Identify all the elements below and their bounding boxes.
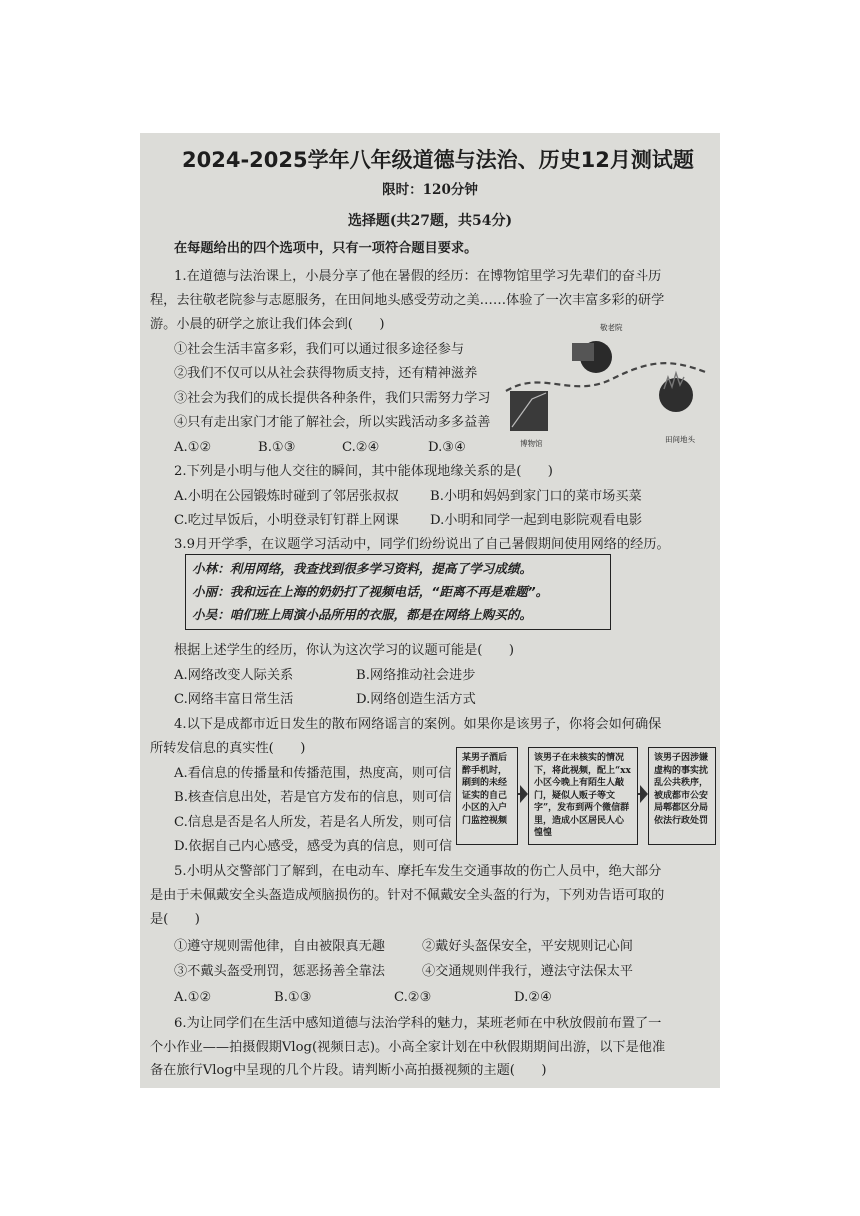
q3-stem: 3.9月开学季，在议题学习活动中，同学们纷纷说出了自己暑假期间使用网络的经历。 xyxy=(174,537,670,552)
q1-statement-4: ④只有走出家门才能了解社会，所以实践活动多多益善 xyxy=(174,415,491,430)
q1-label-museum: 博物馆 xyxy=(520,439,543,448)
q5-statement-2: ②戴好头盔保安全，平安规则记心间 xyxy=(422,939,633,954)
q1-stem-line-3: 游。小晨的研学之旅让我们体会到( ) xyxy=(150,317,385,332)
q2-option-b: B.小明和妈妈到家门口的菜市场买菜 xyxy=(430,489,642,504)
q1-statement-3: ③社会为我们的成长提供各种条件，我们只需努力学习 xyxy=(174,391,491,406)
q4-stem-line-1: 4.以下是成都市近日发生的散布网络谣言的案例。如果你是该男子，你将会如何确保 xyxy=(174,717,662,732)
time-limit: 限时：120分钟 xyxy=(382,182,478,198)
q1-option-b: B.①③ xyxy=(258,440,296,455)
q1-option-c: C.②④ xyxy=(342,440,380,455)
q3-option-c: C.网络丰富日常生活 xyxy=(174,692,294,707)
q1-statement-1: ①社会生活丰富多彩，我们可以通过很多途径参与 xyxy=(174,342,465,357)
q5-option-c: C.②③ xyxy=(394,990,432,1005)
q6-stem-line-3: 备在旅行Vlog中呈现的几个片段。请判断小高拍摄视频的主题( ) xyxy=(150,1063,547,1078)
q5-stem-line-2: 是由于未佩戴安全头盔造成颅脑损伤的。针对不佩戴安全头盔的行为，下列劝告语可取的 xyxy=(150,888,665,903)
q5-option-d: D.②④ xyxy=(514,990,552,1005)
q2-option-a: A.小明在公园锻炼时碰到了邻居张叔叔 xyxy=(174,489,399,504)
q4-flow-step-3: 该男子因涉嫌虚构的事实扰乱公共秩序，被成都市公安局郫都区分局依法行政处罚 xyxy=(648,747,716,845)
q2-option-d: D.小明和同学一起到电影院观看电影 xyxy=(430,513,643,528)
exam-title: 2024-2025学年八年级道德与法治、历史12月测试题 xyxy=(182,148,694,172)
q1-label-nursing-home: 敬老院 xyxy=(600,323,623,332)
q2-stem: 2.下列是小明与他人交往的瞬间，其中能体现地缘关系的是( ) xyxy=(174,464,553,479)
q3-quote-2: 小丽：我和远在上海的奶奶打了视频电话，“距离不再是难题”。 xyxy=(192,584,549,599)
q4-flow-arrow-2 xyxy=(640,785,648,803)
q5-statement-1: ①遵守规则需他律，自由被限真无趣 xyxy=(174,939,385,954)
q3-quote-1: 小林：利用网络，我查找到很多学习资料，提高了学习成绩。 xyxy=(192,561,533,576)
q4-flow-step-2: 该男子在未核实的情况下，将此视频，配上“xx小区今晚上有陌生人敲门，疑似人贩子等文字”，发布到两个微信群里，造成小区居民人心惶惶 xyxy=(528,747,638,845)
q5-option-a: A.①② xyxy=(174,990,212,1005)
q4-option-b: B.核查信息出处，若是官方发布的信息，则可信 xyxy=(174,790,452,805)
q3-question: 根据上述学生的经历，你认为这次学习的议题可能是( ) xyxy=(174,643,514,658)
q4-option-c: C.信息是否是名人所发，若是名人所发，则可信 xyxy=(174,815,452,830)
q5-statement-3: ③不戴头盔受刑罚，惩恶扬善全靠法 xyxy=(174,964,385,979)
q5-option-b: B.①③ xyxy=(274,990,312,1005)
q1-statement-2: ②我们不仅可以从社会获得物质支持，还有精神滋养 xyxy=(174,366,478,381)
q1-stem-line-1: 1.在道德与法治课上，小晨分享了他在暑假的经历：在博物馆里学习先辈们的奋斗历 xyxy=(174,269,662,284)
q6-stem-line-1: 6.为让同学们在生活中感知道德与法治学科的魅力，某班老师在中秋放假前布置了一 xyxy=(174,1016,662,1031)
exam-paper xyxy=(140,133,720,1088)
q4-flow-arrow-1 xyxy=(520,785,528,803)
q2-option-c: C.吃过早饭后，小明登录钉钉群上网课 xyxy=(174,513,399,528)
q4-option-d: D.依据自己内心感受，感受为真的信息，则可信 xyxy=(174,839,453,854)
q3-option-b: B.网络推动社会进步 xyxy=(356,668,476,683)
instruction: 在每题给出的四个选项中，只有一项符合题目要求。 xyxy=(174,241,478,256)
q1-option-a: A.①② xyxy=(174,440,212,455)
q3-quote-3: 小吴：咱们班上周演小品所用的衣服，都是在网络上购买的。 xyxy=(192,607,533,622)
q3-option-d: D.网络创造生活方式 xyxy=(356,692,476,707)
q1-label-field: 田间地头 xyxy=(665,435,695,444)
q4-flow-step-1: 某男子酒后醉手机时，刷到的未经证实的自己小区的入户门监控视频 xyxy=(456,747,518,845)
section-heading: 选择题(共27题，共54分) xyxy=(347,213,513,229)
q4-stem-line-2: 所转发信息的真实性( ) xyxy=(150,741,306,756)
q5-stem-line-3: 是( ) xyxy=(150,912,200,927)
q3-option-a: A.网络改变人际关系 xyxy=(174,668,294,683)
q6-stem-line-2: 个小作业——拍摄假期Vlog(视频日志)。小高全家计划在中秋假期期间出游，以下是他准 xyxy=(150,1040,666,1055)
q1-stem-line-2: 程，去往敬老院参与志愿服务，在田间地头感受劳动之美……体验了一次丰富多彩的研学 xyxy=(150,293,665,308)
q1-option-d: D.③④ xyxy=(428,440,466,455)
q5-stem-line-1: 5.小明从交警部门了解到，在电动车、摩托车发生交通事故的伤亡人员中，绝大部分 xyxy=(174,864,662,879)
q5-statement-4: ④交通规则伴我行，遵法守法保太平 xyxy=(422,964,633,979)
q4-option-a: A.看信息的传播量和传播范围，热度高，则可信 xyxy=(174,766,452,781)
